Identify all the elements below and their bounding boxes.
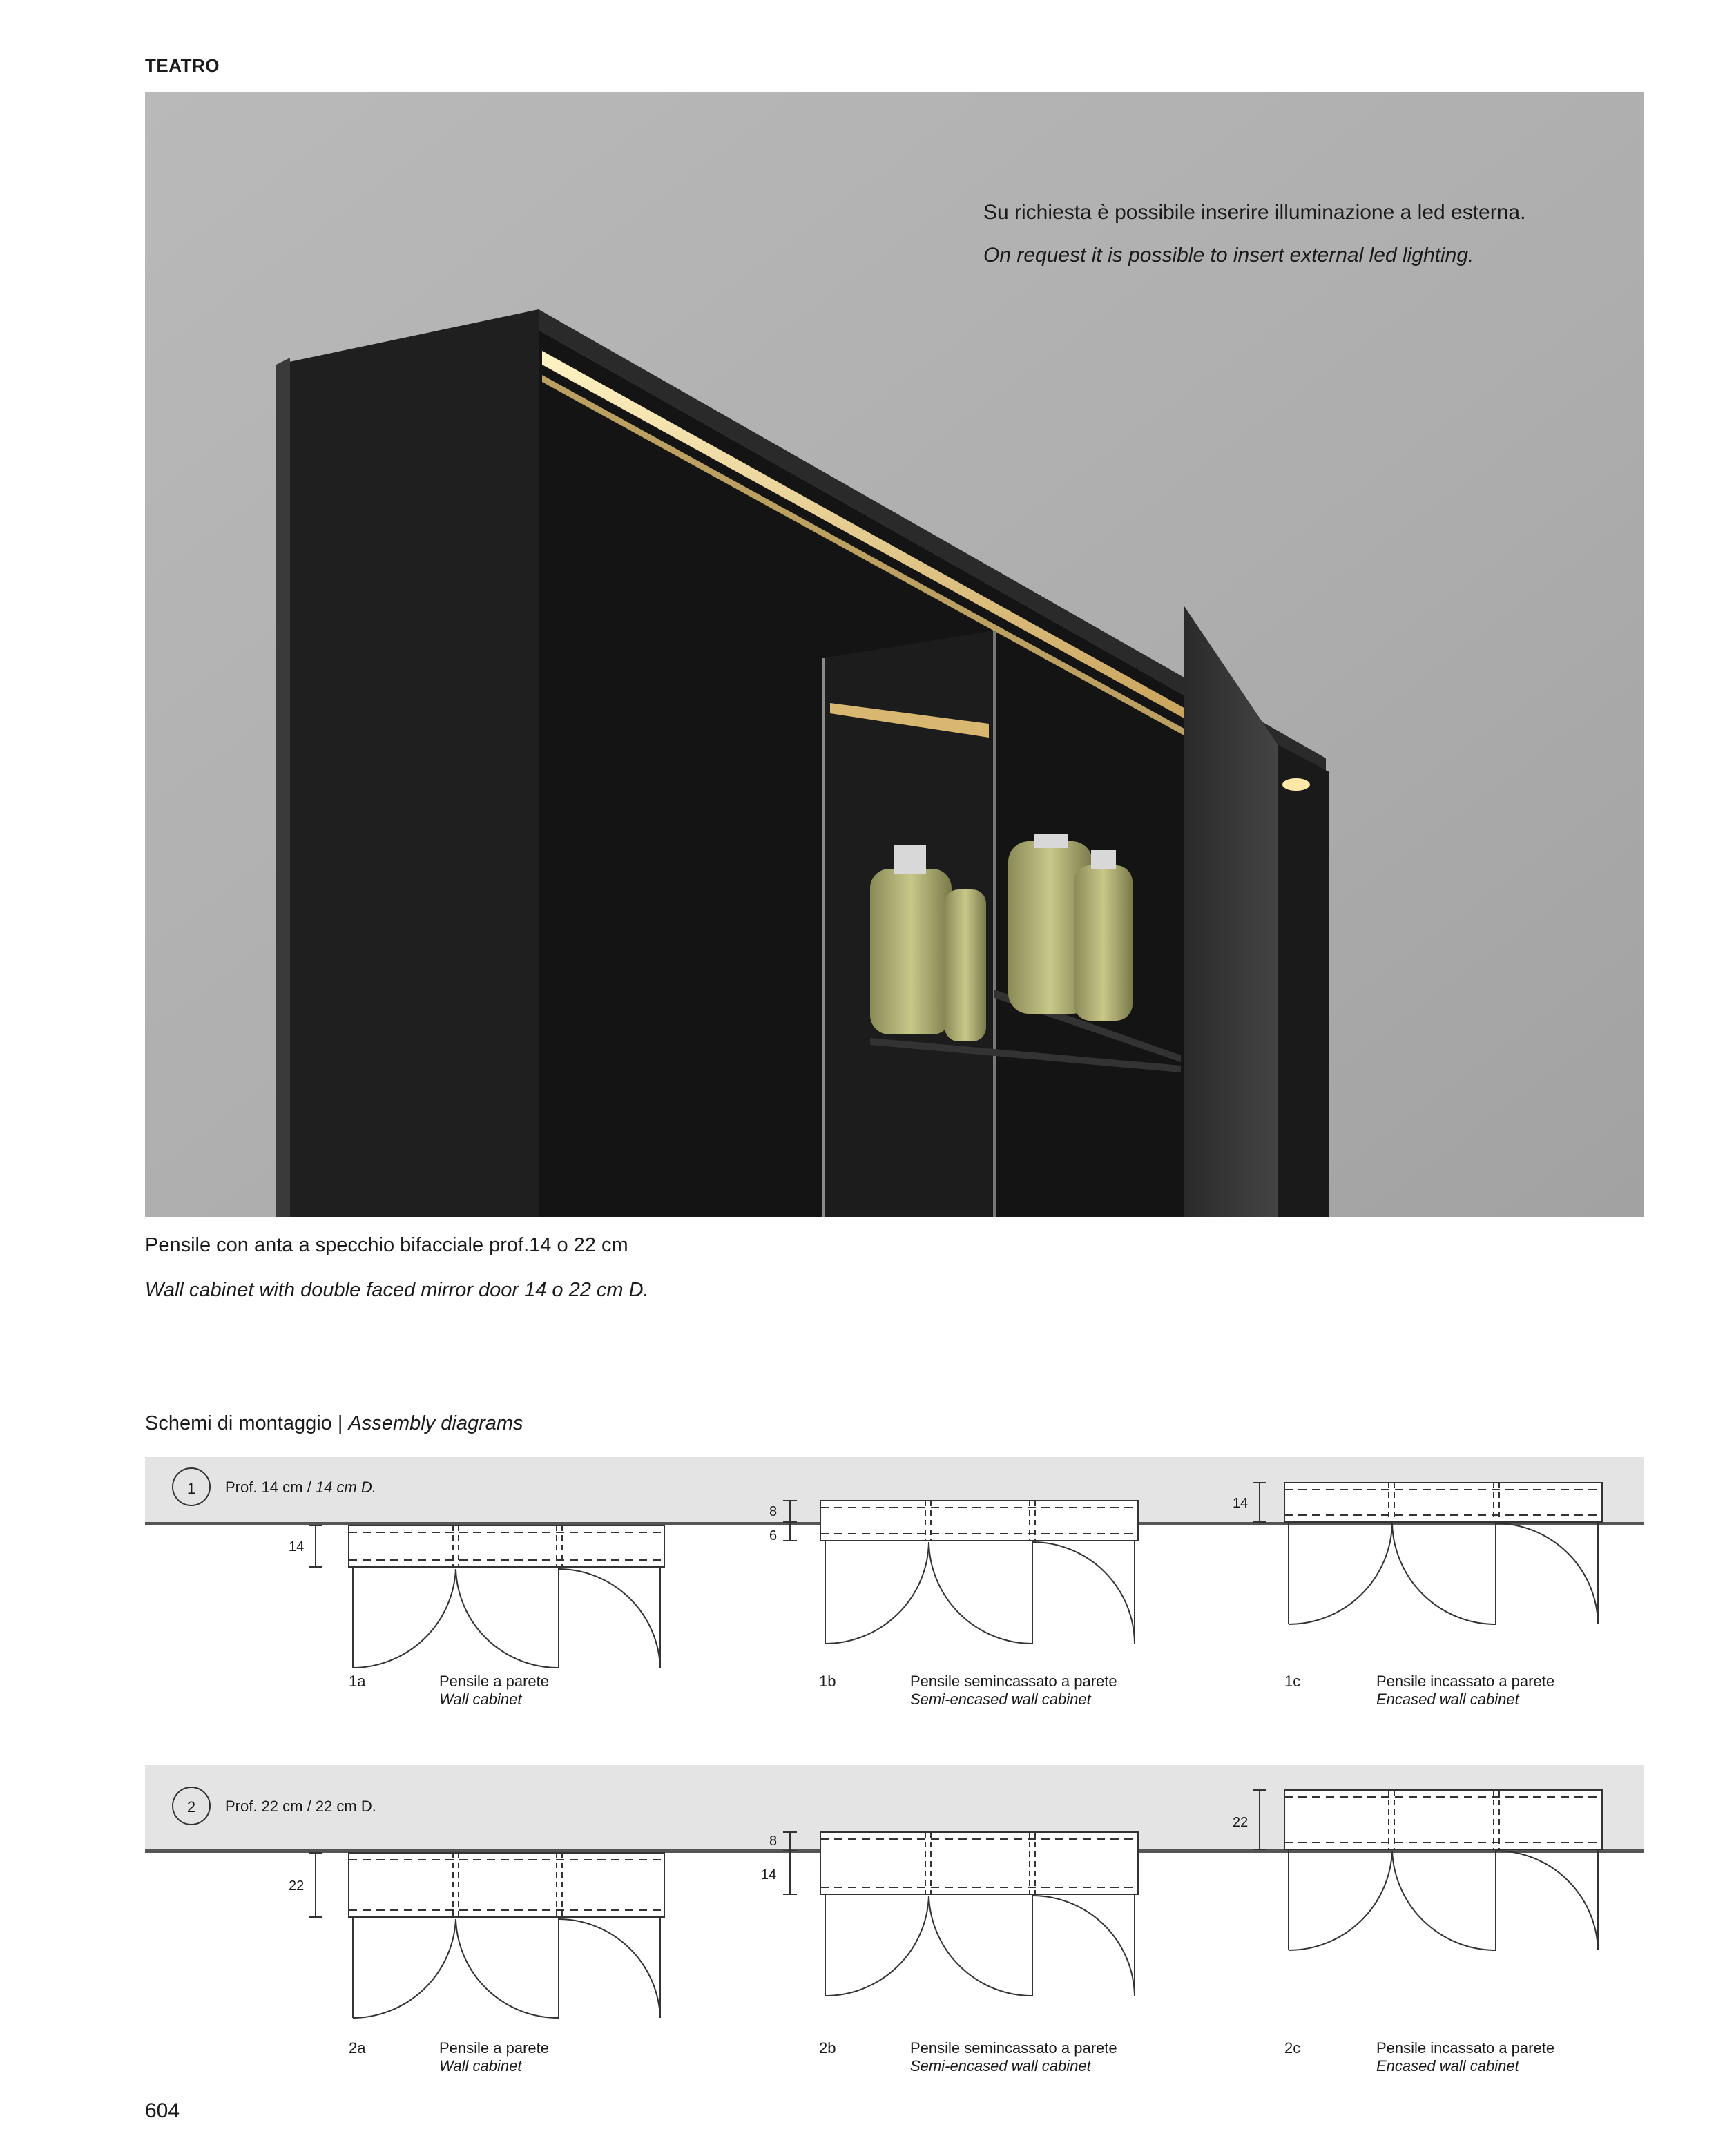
diagram-1a (309, 1525, 664, 1668)
svg-text:Prof. 22 cm / 22 cm D. (225, 1798, 376, 1815)
dimension-label: 8 (769, 1504, 778, 1519)
dimension-label: 8 (769, 1833, 778, 1849)
section-title-italian: Schemi di montaggio (145, 1412, 332, 1434)
diagram-row-2 (145, 1765, 1644, 2075)
item-name-italian: Pensile a parete (439, 2039, 549, 2057)
item-code: 2a (349, 2039, 366, 2057)
section-separator: | (337, 1412, 343, 1434)
item-code: 1a (349, 1673, 366, 1690)
diagram-1b (783, 1501, 1138, 1644)
item-name-italian: Pensile incassato a parete (1376, 2039, 1555, 2057)
caption-english: Wall cabinet with double faced mirror door 14 o 22 cm D. (145, 1279, 649, 1301)
cabinet-side-panel (276, 309, 539, 1217)
dimension-label: 14 (1233, 1496, 1249, 1511)
item-name-italian: Pensile semincassato a parete (910, 2039, 1117, 2057)
photo-note-english: On request it is possible to insert external led lighting. (983, 244, 1474, 267)
diagram-2b (783, 1832, 1138, 1996)
section-title-english: Assembly diagrams (348, 1412, 523, 1434)
diagram-row-1 (145, 1457, 1644, 1708)
item-name-english: Semi-encased wall cabinet (910, 1691, 1091, 1708)
item-code: 1c (1284, 1673, 1301, 1690)
diagram-2a (309, 1853, 664, 2018)
dimension-label: 14 (289, 1539, 305, 1555)
row-number: 1 (186, 1480, 196, 1497)
dimension-label: 14 (761, 1867, 777, 1883)
diagram-1c (1253, 1483, 1602, 1624)
item-name-english: Wall cabinet (439, 2057, 522, 2075)
item-code: 2b (819, 2039, 836, 2057)
item-name-italian: Pensile incassato a parete (1376, 1673, 1555, 1690)
dimension-label: 22 (1233, 1815, 1249, 1830)
row-number: 2 (186, 1798, 196, 1816)
section-title (145, 1412, 523, 1435)
brand-title: TEATRO (145, 55, 220, 76)
item-name-english: Wall cabinet (439, 1691, 522, 1708)
item-name-english: Encased wall cabinet (1376, 2057, 1519, 2075)
item-name-italian: Pensile a parete (439, 1673, 549, 1690)
row-depth-italian: Prof. 22 cm / 22 cm D. (225, 1798, 376, 1815)
diagram-2c (1253, 1790, 1602, 1950)
page-number: 604 (145, 2099, 180, 2122)
svg-text:Prof. 14 cm / 14 cm D. (225, 1479, 376, 1496)
item-name-english: Semi-encased wall cabinet (910, 2057, 1091, 2075)
item-code: 2c (1284, 2039, 1301, 2057)
assembly-diagrams (0, 1450, 1725, 2086)
item-code: 1b (819, 1673, 836, 1690)
photo-note-italian: Su richiesta è possibile inserire illuminazione a led esterna. (983, 201, 1526, 224)
caption-italian: Pensile con anta a specchio bifacciale prof.14 o 22 cm (145, 1234, 628, 1256)
dimension-label: 22 (289, 1878, 305, 1894)
row-depth-italian: Prof. 14 cm / (225, 1479, 311, 1496)
product-photo (145, 92, 1644, 1217)
item-name-english: Encased wall cabinet (1376, 1691, 1519, 1708)
item-name-italian: Pensile semincassato a parete (910, 1673, 1117, 1690)
row-depth-english: 14 cm D. (315, 1479, 376, 1496)
dimension-label: 6 (769, 1528, 778, 1543)
